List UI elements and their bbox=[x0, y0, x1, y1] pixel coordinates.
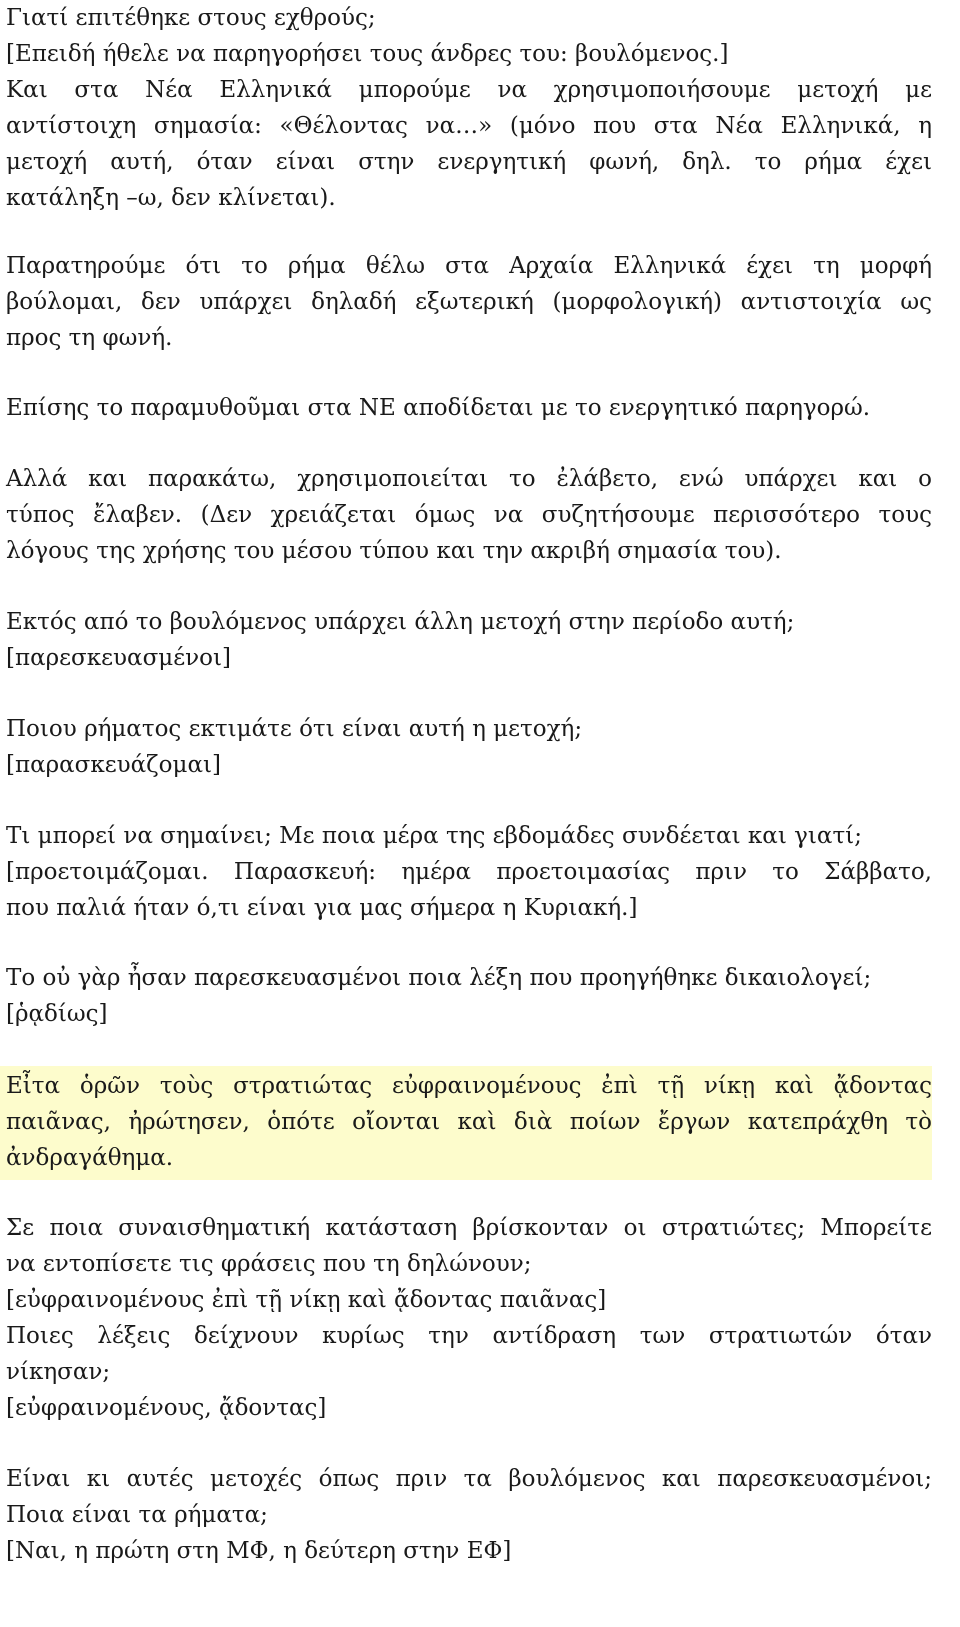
text-line: λόγους της χρήσης του μέσου τύπου και την ακριβή σημασία του). bbox=[6, 538, 782, 564]
text-line: Και στα Νέα Ελληνικά μπορούμε να χρησιμοποιήσουμε μετοχή με bbox=[6, 77, 932, 103]
text-line: βούλομαι, δεν υπάρχει δηλαδή εξωτερική (μορφολογική) αντιστοιχία ως bbox=[6, 289, 932, 315]
text-line: Το οὐ γὰρ ἦσαν παρεσκευασμένοι ποια λέξη που προηγήθηκε δικαιολογεί; bbox=[6, 965, 872, 991]
text-line: Παρατηρούμε ότι το ρήμα θέλω στα Αρχαία Ελληνικά έχει τη μορφή bbox=[6, 253, 932, 279]
text-line: Εκτός από το βουλόμενος υπάρχει άλλη μετοχή στην περίοδο αυτή; bbox=[6, 609, 795, 635]
answer-line: [εὐφραινομένους ἐπὶ τῇ νίκῃ καὶ ᾄδοντας παιᾶνας] bbox=[6, 1287, 607, 1313]
paragraph-7 bbox=[6, 818, 932, 926]
paragraph-4 bbox=[6, 461, 932, 569]
text-line: Τι μπορεί να σημαίνει; Με ποια μέρα της εβδομάδες συνδέεται και γιατί; bbox=[6, 823, 862, 849]
answer-line: [παρεσκευασμένοι] bbox=[6, 645, 231, 671]
paragraph-10 bbox=[6, 1461, 932, 1569]
text-line: Ποιες λέξεις δείχνουν κυρίως την αντίδραση των στρατιωτών όταν bbox=[6, 1323, 932, 1349]
answer-line: [παρασκευάζομαι] bbox=[6, 752, 221, 778]
highlighted-greek-quote bbox=[0, 1066, 932, 1180]
text-line: Είναι κι αυτές μετοχές όπως πριν τα βουλόμενος και παρεσκευασμένοι; bbox=[6, 1466, 932, 1492]
paragraph-5 bbox=[6, 604, 932, 676]
text-line: Ποιου ρήματος εκτιμάτε ότι είναι αυτή η μετοχή; bbox=[6, 716, 583, 742]
text-line: κατάληξη –ω, δεν κλίνεται). bbox=[6, 185, 336, 211]
text-line: μετοχή αυτή, όταν είναι στην ενεργητική φωνή, δηλ. το ρήμα έχει bbox=[6, 149, 932, 175]
answer-line: [ῥᾳδίως] bbox=[6, 1001, 108, 1027]
paragraph-2 bbox=[6, 248, 932, 356]
text-line: αντίστοιχη σημασία: «Θέλοντας να…» (μόνο που στα Νέα Ελληνικά, η bbox=[6, 113, 932, 139]
text-line: προς τη φωνή. bbox=[6, 325, 173, 351]
paragraph-8 bbox=[6, 960, 932, 1032]
text-line: Σε ποια συναισθηματική κατάσταση βρίσκονταν οι στρατιώτες; Μπορείτε bbox=[6, 1215, 932, 1241]
text-line: Ποια είναι τα ρήματα; bbox=[6, 1502, 268, 1528]
answer-line: [προετοιμάζομαι. Παρασκευή: ημέρα προετοιμασίας πριν το Σάββατο, bbox=[6, 859, 932, 885]
paragraph-3 bbox=[6, 390, 932, 426]
quote-line: ἀνδραγάθημα. bbox=[6, 1145, 174, 1171]
answer-line: που παλιά ήταν ό,τι είναι για μας σήμερα η Κυριακή.] bbox=[6, 895, 638, 921]
text-line: τύπος ἔλαβεν. (Δεν χρειάζεται όμως να συζητήσουμε περισσότερο τους bbox=[6, 502, 932, 528]
text-line: Γιατί επιτέθηκε στους εχθρούς; bbox=[6, 5, 376, 31]
text-line: νίκησαν; bbox=[6, 1359, 111, 1385]
paragraph-6 bbox=[6, 711, 932, 783]
answer-line: [εὐφραινομένους, ᾄδοντας] bbox=[6, 1395, 327, 1421]
text-line: Επίσης το παραμυθοῦμαι στα ΝΕ αποδίδεται με το ενεργητικό παρηγορώ. bbox=[6, 395, 871, 421]
answer-line: [Ναι, η πρώτη στη ΜΦ, η δεύτερη στην ΕΦ] bbox=[6, 1538, 512, 1564]
paragraph-9 bbox=[6, 1210, 932, 1426]
text-line: Αλλά και παρακάτω, χρησιμοποιείται το ἐλάβετο, ενώ υπάρχει και ο bbox=[6, 466, 932, 492]
text-line: να εντοπίσετε τις φράσεις που τη δηλώνουν; bbox=[6, 1251, 532, 1277]
quote-line: παιᾶνας, ἠρώτησεν, ὁπότε οἴονται καὶ διὰ ποίων ἔργων κατεπράχθη τὸ bbox=[6, 1109, 932, 1135]
paragraph-1 bbox=[6, 0, 932, 216]
text-line: [Επειδή ήθελε να παρηγορήσει τους άνδρες του: βουλόμενος.] bbox=[6, 41, 729, 67]
quote-line: Εἶτα ὁρῶν τοὺς στρατιώτας εὐφραινομένους ἐπὶ τῇ νίκῃ καὶ ᾄδοντας bbox=[6, 1073, 932, 1099]
